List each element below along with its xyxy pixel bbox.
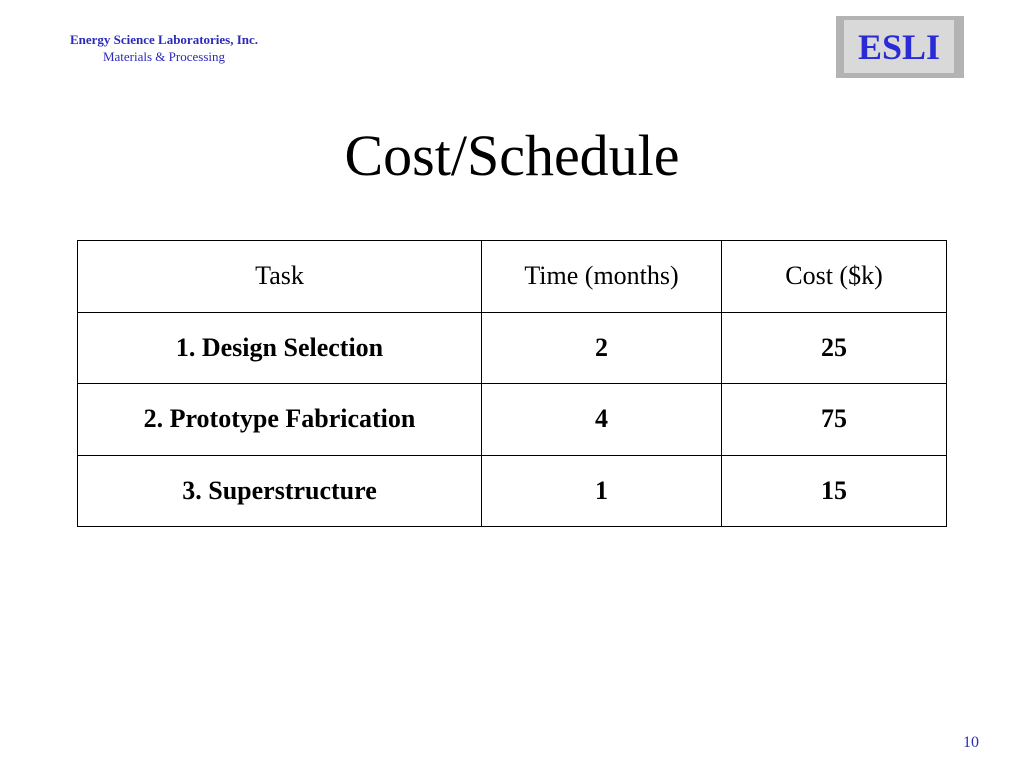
- table-row: [78, 312, 947, 384]
- page-number: 10: [963, 734, 979, 751]
- table-header-row: [78, 241, 947, 313]
- time-cell: 1: [482, 455, 722, 527]
- company-subtitle: Materials & Processing: [102, 49, 226, 64]
- column-header-time: Time (months): [482, 241, 722, 313]
- cost-cell: 75: [722, 384, 947, 456]
- logo-plate: [844, 20, 954, 73]
- task-cell: 1. Design Selection: [78, 312, 482, 384]
- cost-cell: 25: [722, 312, 947, 384]
- company-name: Energy Science Laboratories, Inc.: [69, 32, 259, 47]
- time-cell: 4: [482, 384, 722, 456]
- company-header: [58, 31, 270, 65]
- column-header-task: Task: [78, 241, 482, 313]
- column-header-cost: Cost ($k): [722, 241, 947, 313]
- table-row: [78, 455, 947, 527]
- time-cell: 2: [482, 312, 722, 384]
- task-cell: 2. Prototype Fabrication: [78, 384, 482, 456]
- task-cell: 3. Superstructure: [78, 455, 482, 527]
- logo-text: ESLI: [857, 26, 941, 67]
- table-row: [78, 384, 947, 456]
- cost-cell: 15: [722, 455, 947, 527]
- cost-schedule-table: [77, 240, 947, 527]
- slide-title: Cost/Schedule: [344, 123, 680, 188]
- esli-logo: [836, 16, 964, 78]
